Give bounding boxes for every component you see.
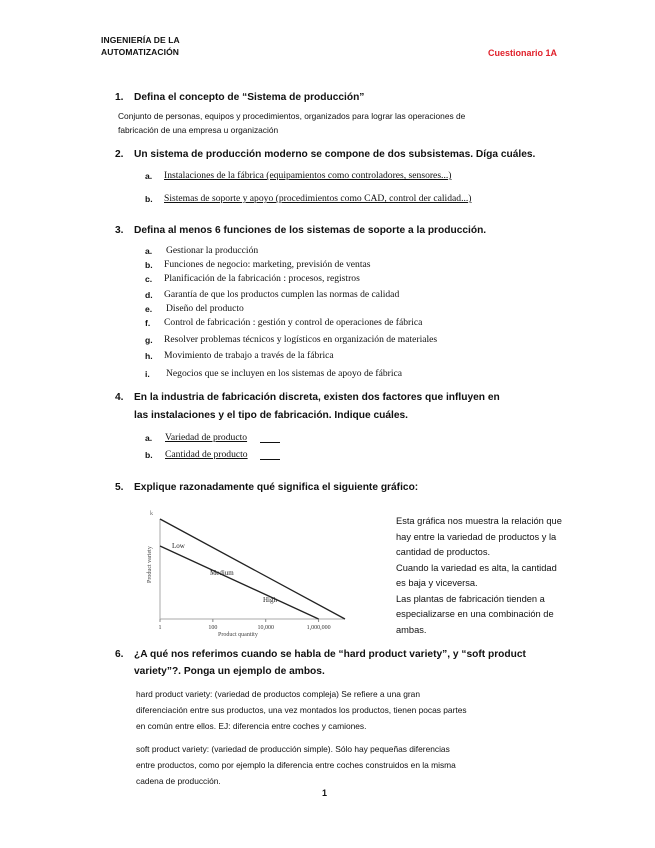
question-text-line1: ¿A qué nos referimos cuando se habla de “hard product variety”, y “soft product: [134, 649, 526, 660]
item-letter: a.: [145, 246, 153, 256]
item-text: Planificación de la fabricación : procesos, registros: [164, 273, 360, 284]
page-number: 1: [322, 788, 328, 798]
item-letter: f.: [145, 318, 151, 328]
item-letter: g.: [145, 335, 153, 345]
answer-line: en común entre ellos. EJ: diferencia entre coches y camiones.: [136, 721, 367, 731]
item-letter: e.: [145, 304, 153, 314]
item-letter: b.: [145, 450, 153, 460]
question-text-line2: las instalaciones y el tipo de fabricación. Indique cuáles.: [134, 410, 409, 421]
question-number: 5.: [115, 482, 124, 493]
x-tick-label: 100: [208, 625, 218, 631]
item-letter: i.: [145, 369, 150, 379]
item-text: Cantidad de producto: [165, 449, 248, 460]
question-number: 1.: [115, 92, 124, 103]
answer-line: cadena de producción.: [136, 776, 221, 786]
header-title-line1: INGENIERÍA DE LA: [101, 35, 180, 45]
x-axis-label: Product quantity: [218, 632, 258, 638]
answer-blank: [260, 442, 280, 443]
explanation-line: es baja y viceversa.: [396, 578, 478, 588]
answer-blank: [260, 459, 280, 460]
question-text: Defina el concepto de “Sistema de producción”: [134, 92, 365, 103]
item-letter: a.: [145, 171, 153, 181]
question-text-line1: En la industria de fabricación discreta, existen dos factores que influyen en: [134, 392, 500, 403]
item-text: Funciones de negocio: marketing, previsión de ventas: [164, 259, 371, 270]
item-text: Diseño del producto: [166, 303, 244, 314]
item-letter: c.: [145, 274, 153, 284]
question-number: 6.: [115, 649, 124, 660]
soft-variety-answer: [136, 741, 456, 789]
region-label-medium: Medium: [210, 569, 234, 577]
explanation-line: Cuando la variedad es alta, la cantidad: [396, 562, 557, 573]
explanation-line: especializarse en una combinación de: [396, 609, 554, 619]
item-text: Gestionar la producción: [166, 245, 259, 256]
chart-explanation: [396, 514, 562, 638]
variety-quantity-chart: [140, 507, 350, 639]
explanation-line: cantidad de productos.: [396, 547, 491, 557]
item-letter: a.: [145, 433, 153, 443]
item-text: Negocios que se incluyen en los sistemas de apoyo de fábrica: [166, 368, 403, 379]
y-axis-label: Product variety: [147, 546, 153, 583]
question-text: Explique razonadamente qué significa el siguiente gráfico:: [134, 482, 419, 493]
item-letter: d.: [145, 290, 153, 300]
chart-top-label: k: [150, 511, 153, 517]
question-text: Defina al menos 6 funciones de los sistemas de soporte a la producción.: [134, 225, 487, 236]
item-letter: b.: [145, 194, 153, 204]
item-letter: h.: [145, 351, 153, 361]
item-letter: b.: [145, 260, 153, 270]
header-title: [101, 34, 180, 58]
region-label-high: High: [263, 596, 277, 604]
answer-line: hard product variety: (variedad de productos compleja) Se refiere a una gran: [136, 689, 420, 699]
item-text: Sistemas de soporte y apoyo (procedimientos como CAD, control der calidad...): [164, 193, 472, 204]
item-text: Resolver problemas técnicos y logísticos en organización de materiales: [164, 334, 438, 345]
item-text: Garantía de que los productos cumplen las normas de calidad: [164, 289, 400, 300]
question-text-line2: variety”?. Ponga un ejemplo de ambos.: [134, 666, 325, 677]
answer-1: [118, 110, 465, 137]
explanation-line: ambas.: [396, 624, 427, 635]
item-text: Instalaciones de la fábrica (equipamientos como controladores, sensores...): [164, 170, 452, 181]
answer-line: fabricación de una empresa u organización: [118, 124, 279, 135]
region-label-low: Low: [172, 542, 185, 550]
question-number: 2.: [115, 149, 124, 160]
question-number: 3.: [115, 225, 124, 236]
explanation-line: hay entre la variedad de productos y la: [396, 531, 557, 542]
questionnaire-label: Cuestionario 1A: [488, 48, 558, 58]
x-tick-label: 1,000,000: [306, 625, 331, 631]
question-number: 4.: [115, 392, 124, 403]
answer-line: diferenciación entre sus productos, una vez montados los productos, tienen pocas partes: [136, 705, 467, 715]
header-title-line2: AUTOMATIZACIÓN: [101, 47, 180, 57]
answer-line: entre productos, como por ejemplo la diferencia entre coches construidos en la misma: [136, 760, 456, 770]
question-text: Un sistema de producción moderno se compone de dos subsistemas. Díga cuáles.: [134, 149, 536, 160]
series-line-boundary-upper: [160, 519, 345, 619]
x-tick-label: 10,000: [257, 625, 274, 631]
explanation-line: Esta gráfica nos muestra la relación que: [396, 516, 562, 526]
explanation-line: Las plantas de fabricación tienden a: [396, 593, 545, 604]
item-text: Movimiento de trabajo a través de la fábrica: [164, 350, 334, 361]
answer-line: soft product variety: (variedad de producción simple). Sólo hay pequeñas diferencias: [136, 744, 450, 754]
answer-line: Conjunto de personas, equipos y procedimientos, organizados para lograr las operaciones de: [118, 111, 466, 121]
series-line-boundary-lower: [160, 546, 319, 619]
hard-variety-answer: [136, 686, 467, 734]
x-tick-label: 1: [158, 625, 162, 631]
item-text: Control de fabricación : gestión y control de operaciones de fábrica: [164, 317, 423, 328]
item-text: Variedad de producto: [165, 432, 248, 443]
